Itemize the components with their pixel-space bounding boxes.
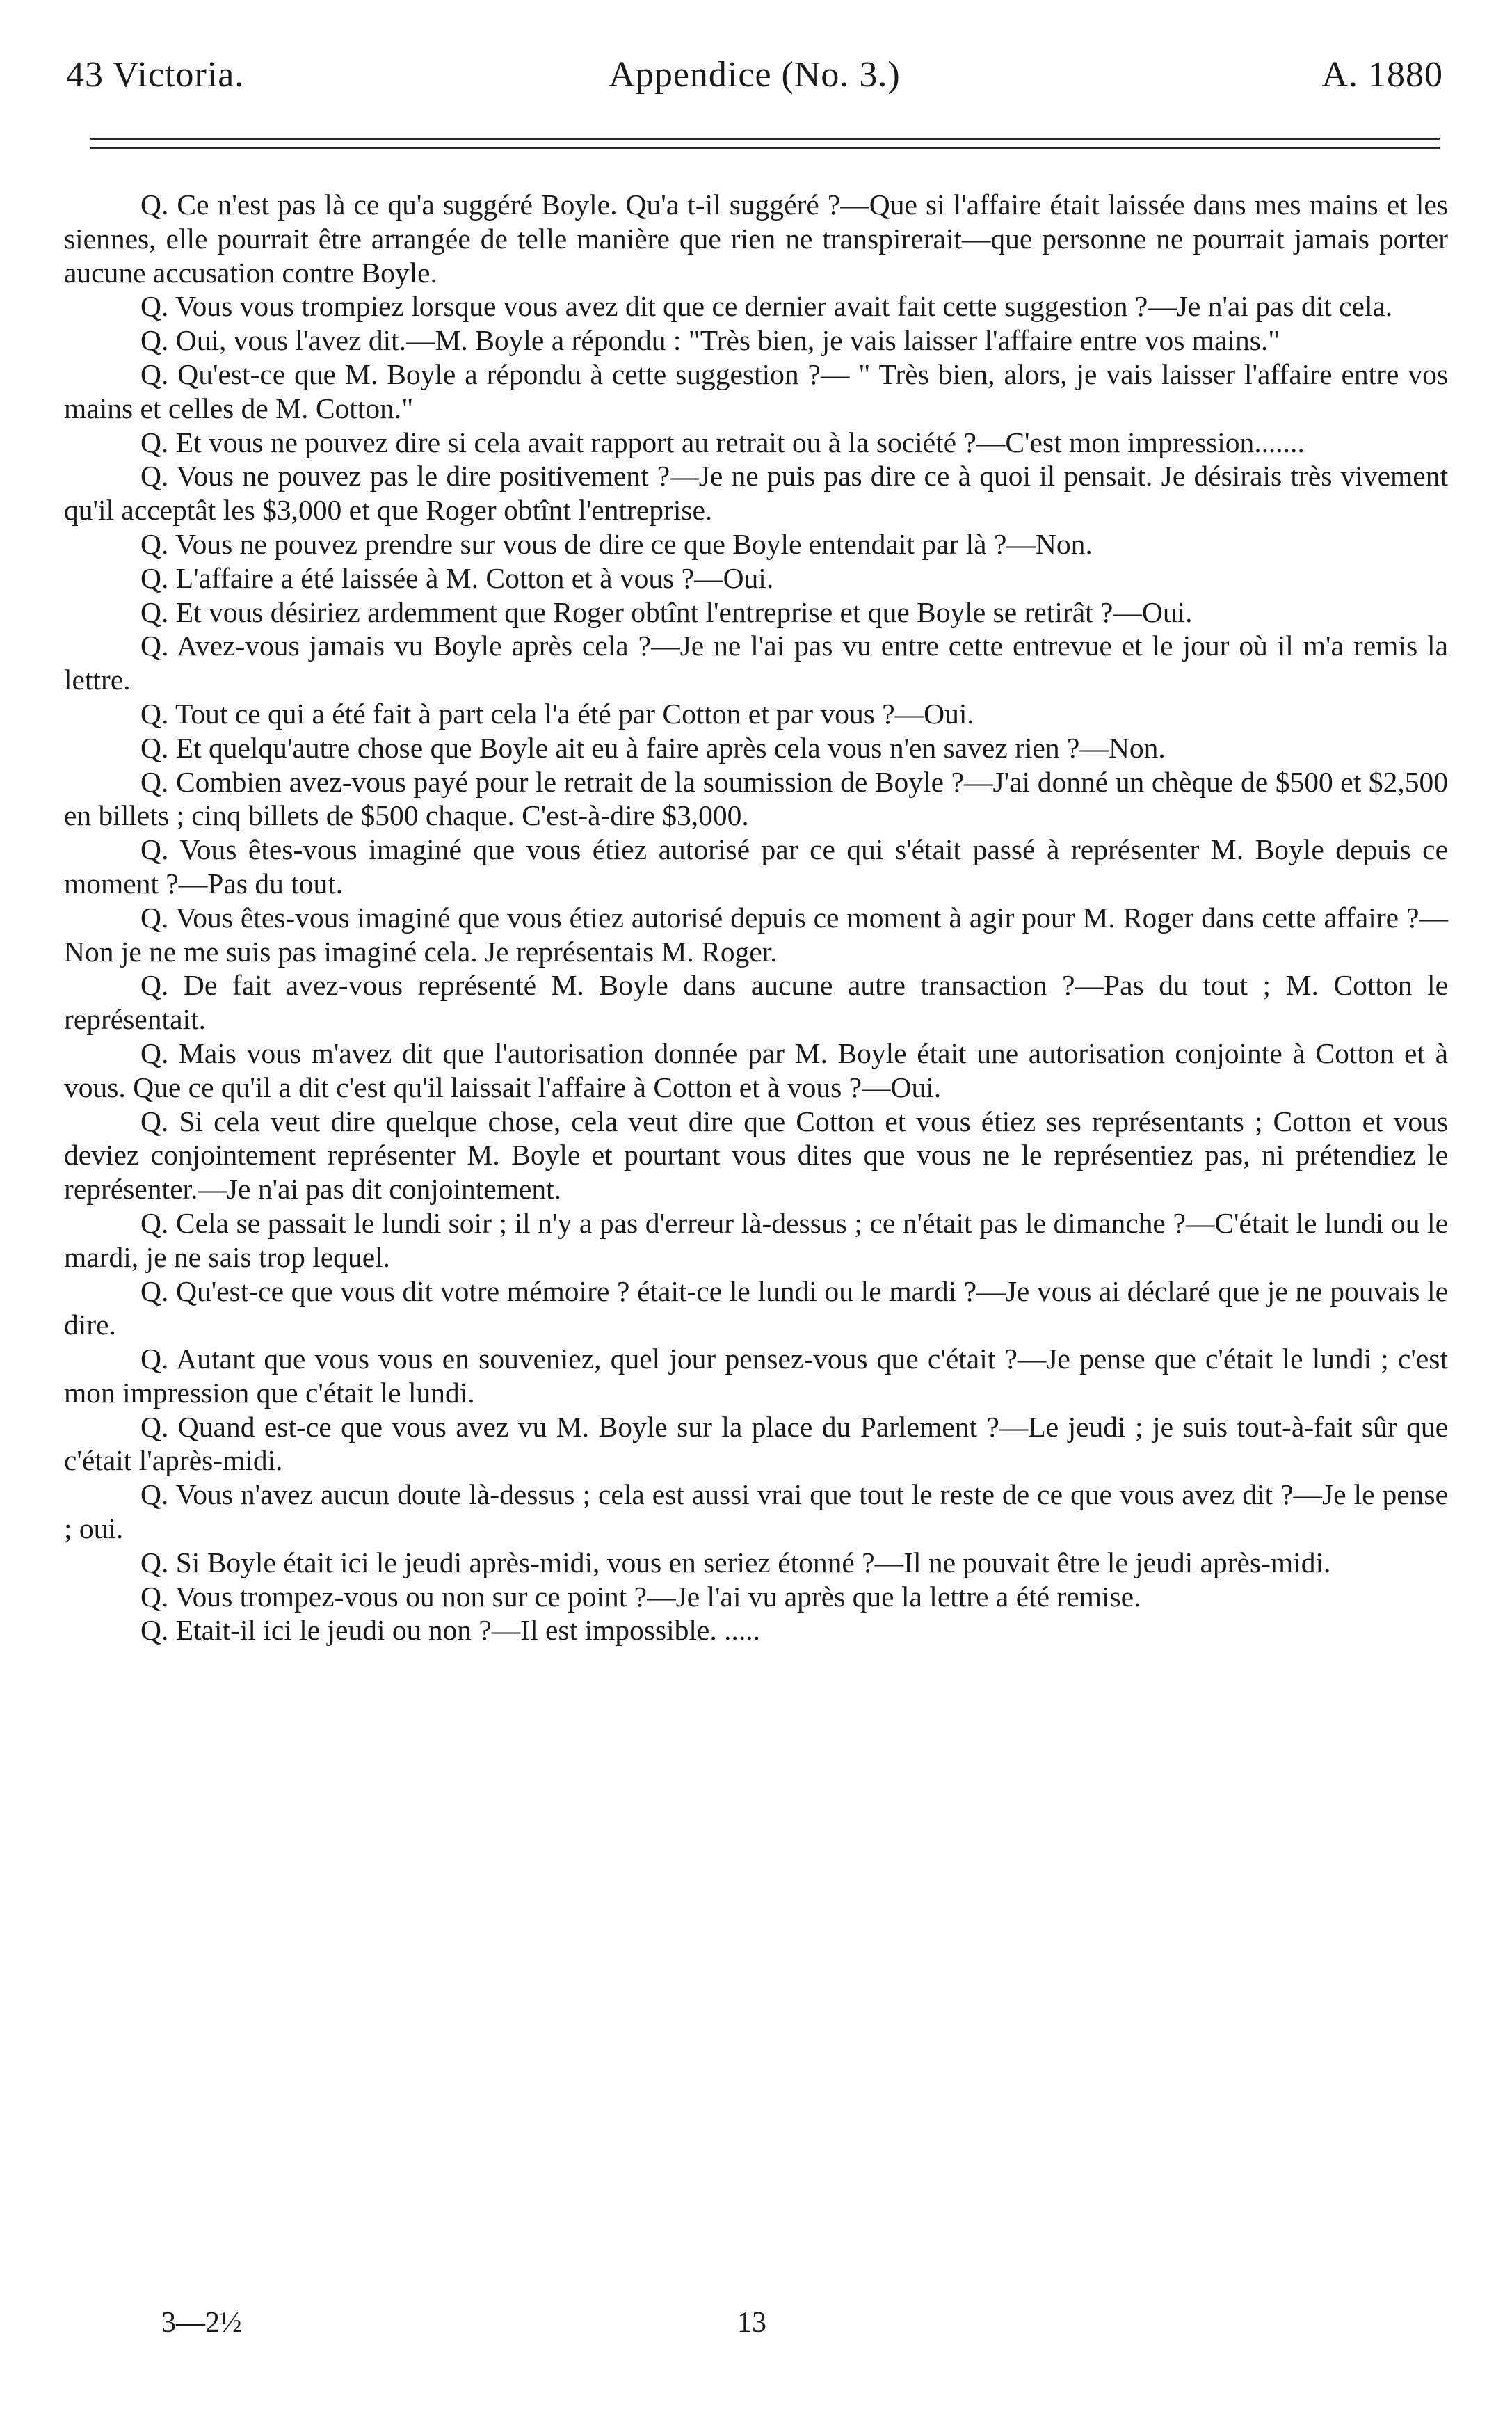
header-volume: 43 Victoria.: [66, 55, 245, 95]
testimony-paragraph: Q. Qu'est-ce que vous dit votre mémoire ? était-ce le lundi ou le mardi ?—Je vous ai déclaré que je ne pouvais le dire.: [64, 1274, 1448, 1341]
testimony-paragraph: Q. Mais vous m'avez dit que l'autorisation donnée par M. Boyle était une autorisation conjointe à Cotton et à vous. Que ce qu'il a dit c'est qu'il laissait l'affaire à Cotton et à vous ?—Oui.: [64, 1037, 1448, 1103]
testimony-paragraph: Q. Avez-vous jamais vu Boyle après cela ?—Je ne l'ai pas vu entre cette entrevue et le jour où il m'a remis la lettre.: [64, 630, 1448, 696]
testimony-paragraph: Q. Etait-il ici le jeudi ou non ?—Il est impossible. .....: [140, 1614, 760, 1647]
printer-signature: 3—2½: [161, 2307, 242, 2339]
page-header: [66, 54, 1443, 110]
header-year: A. 1880: [1321, 55, 1443, 95]
page-number: 13: [737, 2307, 766, 2339]
header-title: Appendice (No. 3.): [609, 55, 901, 95]
testimony-paragraph: Q. Vous êtes-vous imaginé que vous étiez autorisé depuis ce moment à agir pour M. Roger dans cette affaire ?—Non je ne me suis pas imaginé cela. Je représentais M. Roger.: [64, 901, 1448, 968]
testimony-paragraph: Q. Tout ce qui a été fait à part cela l'a été par Cotton et par vous ?—Oui.: [140, 697, 974, 730]
testimony-paragraph: Q. Vous ne pouvez prendre sur vous de dire ce que Boyle entendait par là ?—Non.: [140, 527, 1093, 560]
testimony-paragraph: Q. Vous vous trompiez lorsque vous avez dit que ce dernier avait fait cette suggestion ?—Je n'ai pas dit cela.: [140, 290, 1393, 323]
testimony-paragraph: Q. Vous ne pouvez pas le dire positivement ?—Je ne puis pas dire ce à quoi il pensait. Je désirais très vivement qu'il acceptât les $3,000 et que Roger obtînt l'entreprise.: [64, 460, 1448, 527]
testimony-paragraph: Q. Autant que vous vous en souveniez, quel jour pensez-vous que c'était ?—Je pense que c'était le lundi ; c'est mon impression que c'était le lundi.: [64, 1343, 1448, 1409]
testimony-paragraph: Q. De fait avez-vous représenté M. Boyle dans aucune autre transaction ?—Pas du tout ; M. Cotton le représentait.: [64, 969, 1448, 1036]
testimony-paragraph: Q. Si Boyle était ici le jeudi après-midi, vous en seriez étonné ?—Il ne pouvait être le jeudi après-midi.: [140, 1546, 1331, 1578]
testimony-paragraph: Q. Ce n'est pas là ce qu'a suggéré Boyle. Qu'a t-il suggéré ?—Que si l'affaire était laissée dans mes mains et les siennes, elle pourrait être arrangée de telle manière que rien ne transpirerait—que personne ne pourrait jamais porter aucune accusation contre Boyle.: [64, 189, 1448, 289]
testimony-paragraph: Q. Cela se passait le lundi soir ; il n'y a pas d'erreur là-dessus ; ce n'était pas le dimanche ?—C'était le lundi ou le mardi, je ne sais trop lequel.: [64, 1206, 1448, 1273]
page-footer: [0, 2306, 1512, 2348]
header-rule-top: [90, 138, 1440, 140]
testimony-paragraph: Q. Oui, vous l'avez dit.—M. Boyle a répondu : "Très bien, je vais laisser l'affaire entre vos mains.": [140, 324, 1280, 357]
header-rule-bottom: [90, 147, 1440, 149]
testimony-body: [64, 188, 1448, 1647]
testimony-paragraph: Q. Et quelqu'autre chose que Boyle ait eu à faire après cela vous n'en savez rien ?—Non.: [140, 731, 1166, 764]
testimony-paragraph: Q. Si cela veut dire quelque chose, cela veut dire que Cotton et vous étiez ses représentants ; Cotton et vous deviez conjointement représenter M. Boyle et pourtant vous dites que vous ne le représentiez pas, ni prétendiez le représenter.—Je n'ai pas dit conjointement.: [64, 1105, 1448, 1206]
testimony-paragraph: Q. Combien avez-vous payé pour le retrait de la soumission de Boyle ?—J'ai donné un chèque de $500 et $2,500 en billets ; cinq billets de $500 chaque. C'est-à-dire $3,000.: [64, 765, 1448, 832]
testimony-paragraph: Q. Vous n'avez aucun doute là-dessus ; cela est aussi vrai que tout le reste de ce que vous avez dit ?—Je le pense ; oui.: [64, 1478, 1448, 1545]
testimony-paragraph: Q. Et vous ne pouvez dire si cela avait rapport au retrait ou à la société ?—C'est mon impression.......: [140, 426, 1305, 458]
testimony-paragraph: Q. L'affaire a été laissée à M. Cotton et à vous ?—Oui.: [140, 561, 774, 594]
testimony-paragraph: Q. Et vous désiriez ardemment que Roger obtînt l'entreprise et que Boyle se retirât ?—Oui.: [140, 595, 1193, 628]
testimony-paragraph: Q. Qu'est-ce que M. Boyle a répondu à cette suggestion ?— " Très bien, alors, je vais laisser l'affaire entre vos mains et celles de M. Cotton.": [64, 358, 1448, 424]
testimony-paragraph: Q. Vous êtes-vous imaginé que vous étiez autorisé par ce qui s'était passé à représenter M. Boyle depuis ce moment ?—Pas du tout.: [64, 833, 1448, 899]
testimony-paragraph: Q. Vous trompez-vous ou non sur ce point ?—Je l'ai vu après que la lettre a été remise.: [140, 1580, 1141, 1613]
testimony-paragraph: Q. Quand est-ce que vous avez vu M. Boyle sur la place du Parlement ?—Le jeudi ; je suis tout-à-fait sûr que c'était l'après-midi.: [64, 1410, 1448, 1477]
